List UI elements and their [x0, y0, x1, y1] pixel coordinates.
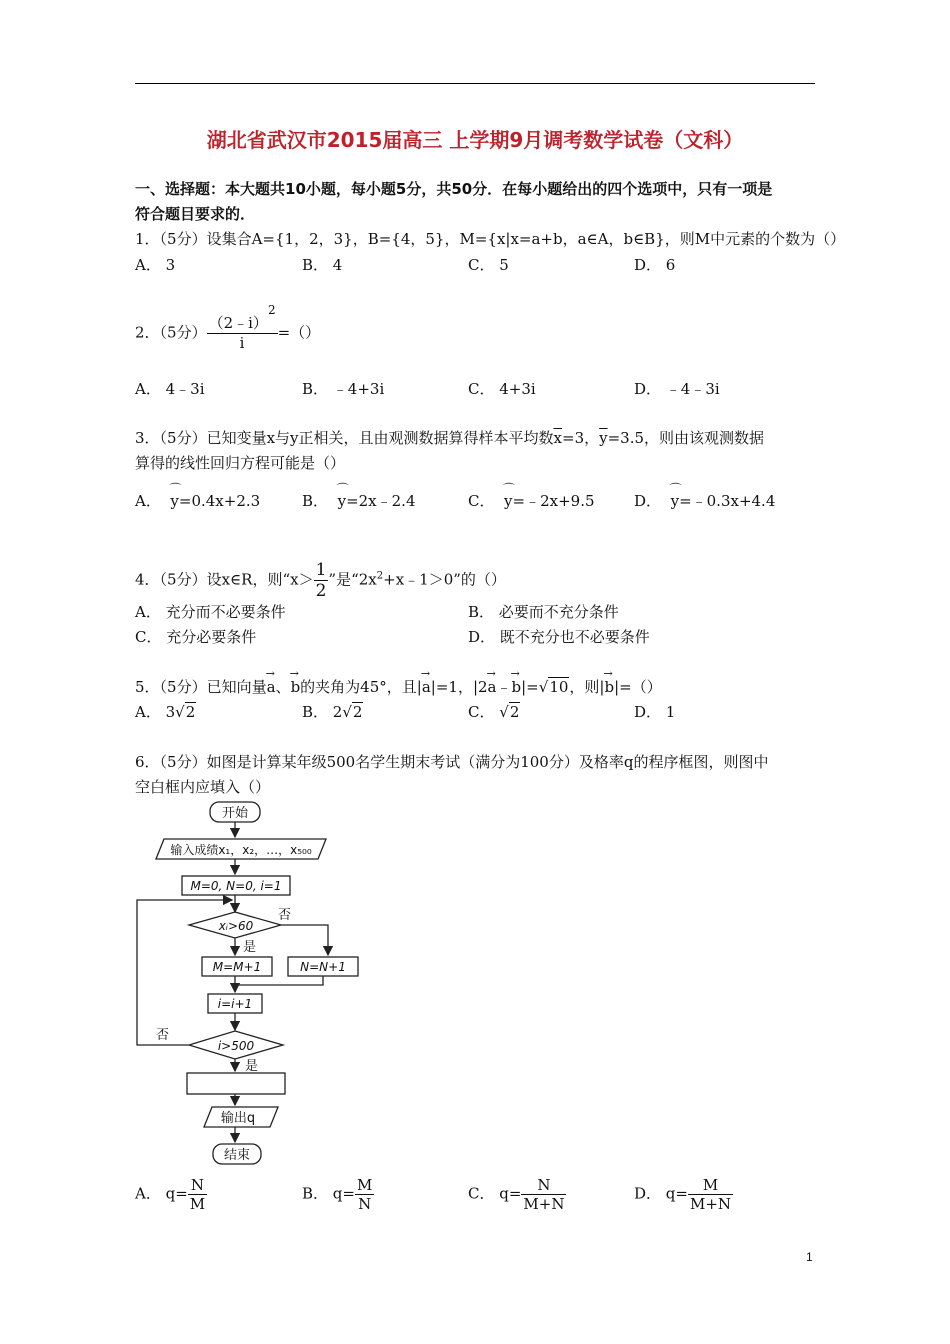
q6-option-d	[634, 1176, 733, 1213]
q2-option-c: C． 4+3i	[468, 380, 536, 398]
q3-c-yhat: ⌒ y	[504, 492, 512, 510]
section-heading-cont: 符合题目要求的．	[135, 205, 256, 223]
q5-b-label: B． 2	[302, 703, 343, 721]
question-4-text	[135, 560, 506, 601]
flow-output-label: 输出q	[220, 1111, 256, 1126]
q4-option-b: B． 必要而不充分条件	[468, 603, 619, 621]
q2-option-d: D． ﹣4﹣3i	[634, 380, 720, 398]
q5-a-label: A． 3	[135, 703, 176, 721]
q5-vec-b-2: → b	[512, 678, 522, 696]
q5-p1: 5．（5分）已知向量	[135, 678, 267, 696]
q3-text-b: =3，	[562, 429, 600, 447]
q4-denominator: 2	[315, 581, 327, 601]
q6-c-frac	[521, 1176, 566, 1213]
page-number: 1	[806, 1250, 813, 1264]
q3-a-yhat: ⌒ y	[170, 492, 178, 510]
q3-xbar: $\overline{x}$	[553, 429, 562, 447]
q2-numerator: （2﹣i）	[208, 314, 268, 332]
q6-a-frac	[188, 1176, 207, 1213]
q3-d-label: D．	[634, 492, 662, 510]
q5-option-b: B． 2√2	[302, 703, 363, 721]
section-heading: 一、选择题：本大题共10小题，每小题5分，共50分．在每小题给出的四个选项中，只有一项是	[135, 180, 773, 198]
q3-c-rest: =﹣2x+9.5	[512, 492, 595, 510]
q5-p3: |=1，|2	[430, 678, 488, 696]
flow-no1-label: 否	[278, 908, 292, 923]
question-3-line1	[135, 427, 764, 448]
q6-a-den: M	[189, 1195, 206, 1213]
q2-option-b: B． ﹣4+3i	[302, 380, 385, 398]
q3-option-d	[634, 490, 775, 511]
q5-a-root: 2	[185, 703, 196, 721]
q2-fraction	[207, 303, 278, 352]
flow-input-label: 输入成绩x₁，x₂，…，x₅₀₀	[170, 843, 312, 857]
q2-prefix: 2．（5分）	[135, 323, 207, 342]
flow-cond1-label: xᵢ>60	[218, 919, 254, 933]
q3-a-label: A．	[135, 492, 161, 510]
q5-option-a: A． 3√2	[135, 703, 196, 721]
q6-d-frac	[688, 1176, 733, 1213]
q5-vec-a-3: → a	[488, 678, 497, 696]
q1-option-d: D． 6	[634, 256, 676, 274]
q3-ybar: $\overline{y}$	[599, 429, 608, 447]
flowchart	[120, 795, 380, 1175]
flow-inci-label: i=i+1	[217, 997, 253, 1011]
q5-p2: 的夹角为45°，且|	[300, 678, 422, 696]
q5-option-d: D． 1	[634, 703, 676, 721]
q6-c-den: M+N	[523, 1195, 565, 1213]
q5-vec-b: → b	[291, 678, 301, 696]
q3-d-yhat: ⌒ y	[671, 492, 679, 510]
q1-option-c: C． 5	[468, 256, 509, 274]
q6-option-b	[302, 1176, 374, 1213]
q6-b-label: B． q=	[302, 1184, 355, 1203]
q6-d-label: D． q=	[634, 1184, 688, 1203]
q3-b-label: B．	[302, 492, 329, 510]
q5-vec-a-2: → a	[422, 678, 431, 696]
q3-option-a	[135, 490, 260, 511]
flow-init-label: M=0, N=0, i=1	[190, 879, 282, 893]
exam-title: 湖北省武汉市2015届高三 上学期9月调考数学试卷（文科）	[206, 128, 744, 152]
flow-cond2-label: i>500	[217, 1039, 255, 1053]
q6-d-den: M+N	[689, 1195, 732, 1213]
question-2-text	[135, 303, 321, 354]
q5-p5: |=	[521, 678, 539, 696]
q3-d-rest: =﹣0.3x+4.4	[679, 492, 776, 510]
q3-c-label: C．	[468, 492, 495, 510]
q5-p4: ﹣	[496, 678, 512, 696]
q4-option-d: D． 既不充分也不必要条件	[468, 628, 650, 646]
flow-end-label: 结束	[223, 1148, 251, 1163]
q6-option-a	[135, 1176, 207, 1213]
q4-sup: 2	[376, 570, 384, 582]
question-1-text: 1．（5分）设集合A={1，2，3}，B={4，5}，M={x|x=a+b，a∈A，b∈B}，则M中元素的个数为（）	[135, 230, 846, 248]
q5-p6: ，则|	[569, 678, 605, 696]
q3-a-rest: =0.4x+2.3	[178, 492, 261, 510]
q5-sep: 、	[275, 678, 291, 696]
question-6-line1: 6．（5分）如图是计算某年级500名学生期末考试（满分为100分）及格率q的程序框图，则图中	[135, 753, 769, 771]
header-rule	[135, 83, 815, 84]
q3-b-rest: =2x﹣2.4	[346, 492, 416, 510]
q4-numerator: 1	[315, 560, 327, 580]
q6-a-label: A． q=	[135, 1184, 188, 1203]
flow-yes2-label: 是	[245, 1059, 259, 1074]
flow-yes1-label: 是	[243, 940, 257, 955]
q2-option-a: A． 4﹣3i	[135, 380, 205, 398]
q5-root: 10	[549, 678, 569, 696]
flow-incM-label: M=M+1	[212, 960, 262, 974]
q1-option-b: B． 4	[302, 256, 343, 274]
q5-vec-a: → a	[267, 678, 276, 696]
q2-suffix: =（）	[277, 323, 321, 342]
q4-fraction	[314, 560, 329, 601]
q5-vec-b-3: → b	[604, 678, 614, 696]
q6-b-num: M	[356, 1176, 373, 1194]
q5-p7: |=（）	[614, 678, 662, 696]
flow-blank-box	[187, 1073, 285, 1094]
q6-b-frac	[355, 1176, 374, 1213]
q4-mid: ”是“2x	[328, 570, 377, 589]
q6-c-label: C． q=	[468, 1184, 522, 1203]
q3-text-a: 3．（5分）已知变量x与y正相关，且由观测数据算得样本平均数	[135, 429, 554, 447]
q6-a-num: N	[188, 1176, 207, 1195]
q5-b-root: 2	[352, 703, 363, 721]
flow-start-label: 开始	[221, 806, 249, 821]
q4-option-c: C． 充分必要条件	[135, 628, 257, 646]
q6-d-num: M	[688, 1176, 733, 1195]
q3-option-b	[302, 490, 416, 511]
q4-option-a: A． 充分而不必要条件	[135, 603, 286, 621]
question-3-line2: 算得的线性回归方程可能是（）	[135, 454, 346, 472]
question-5-text: 5．（5分）已知向量→ a、→ b的夹角为45°，且|→ a|=1，|2→ a﹣→ b|=√10，则|→ b|=（）	[135, 676, 662, 697]
question-6-line2: 空白框内应填入（）	[135, 778, 271, 796]
q1-option-a: A． 3	[135, 256, 176, 274]
q3-text-c: =3.5，则由该观测数据	[607, 429, 765, 447]
q2-exponent: 2	[267, 303, 276, 317]
flow-no2-label: 否	[156, 1028, 170, 1043]
q4-prefix: 4．（5分）设x∈R，则“x＞	[135, 570, 314, 589]
q6-b-den: N	[358, 1195, 372, 1213]
q5-c-label: C．	[468, 703, 500, 721]
q4-suffix: +x﹣1＞0”的（）	[383, 570, 506, 589]
flow-incN-label: N=N+1	[300, 960, 346, 974]
q2-denominator: i	[239, 334, 245, 352]
q5-c-root: 2	[509, 703, 520, 721]
q5-option-c: C． √2	[468, 703, 520, 721]
q3-b-yhat: ⌒ y	[338, 492, 346, 510]
q6-c-num: N	[521, 1176, 566, 1195]
q6-option-c	[468, 1176, 566, 1213]
q3-option-c	[468, 490, 595, 511]
